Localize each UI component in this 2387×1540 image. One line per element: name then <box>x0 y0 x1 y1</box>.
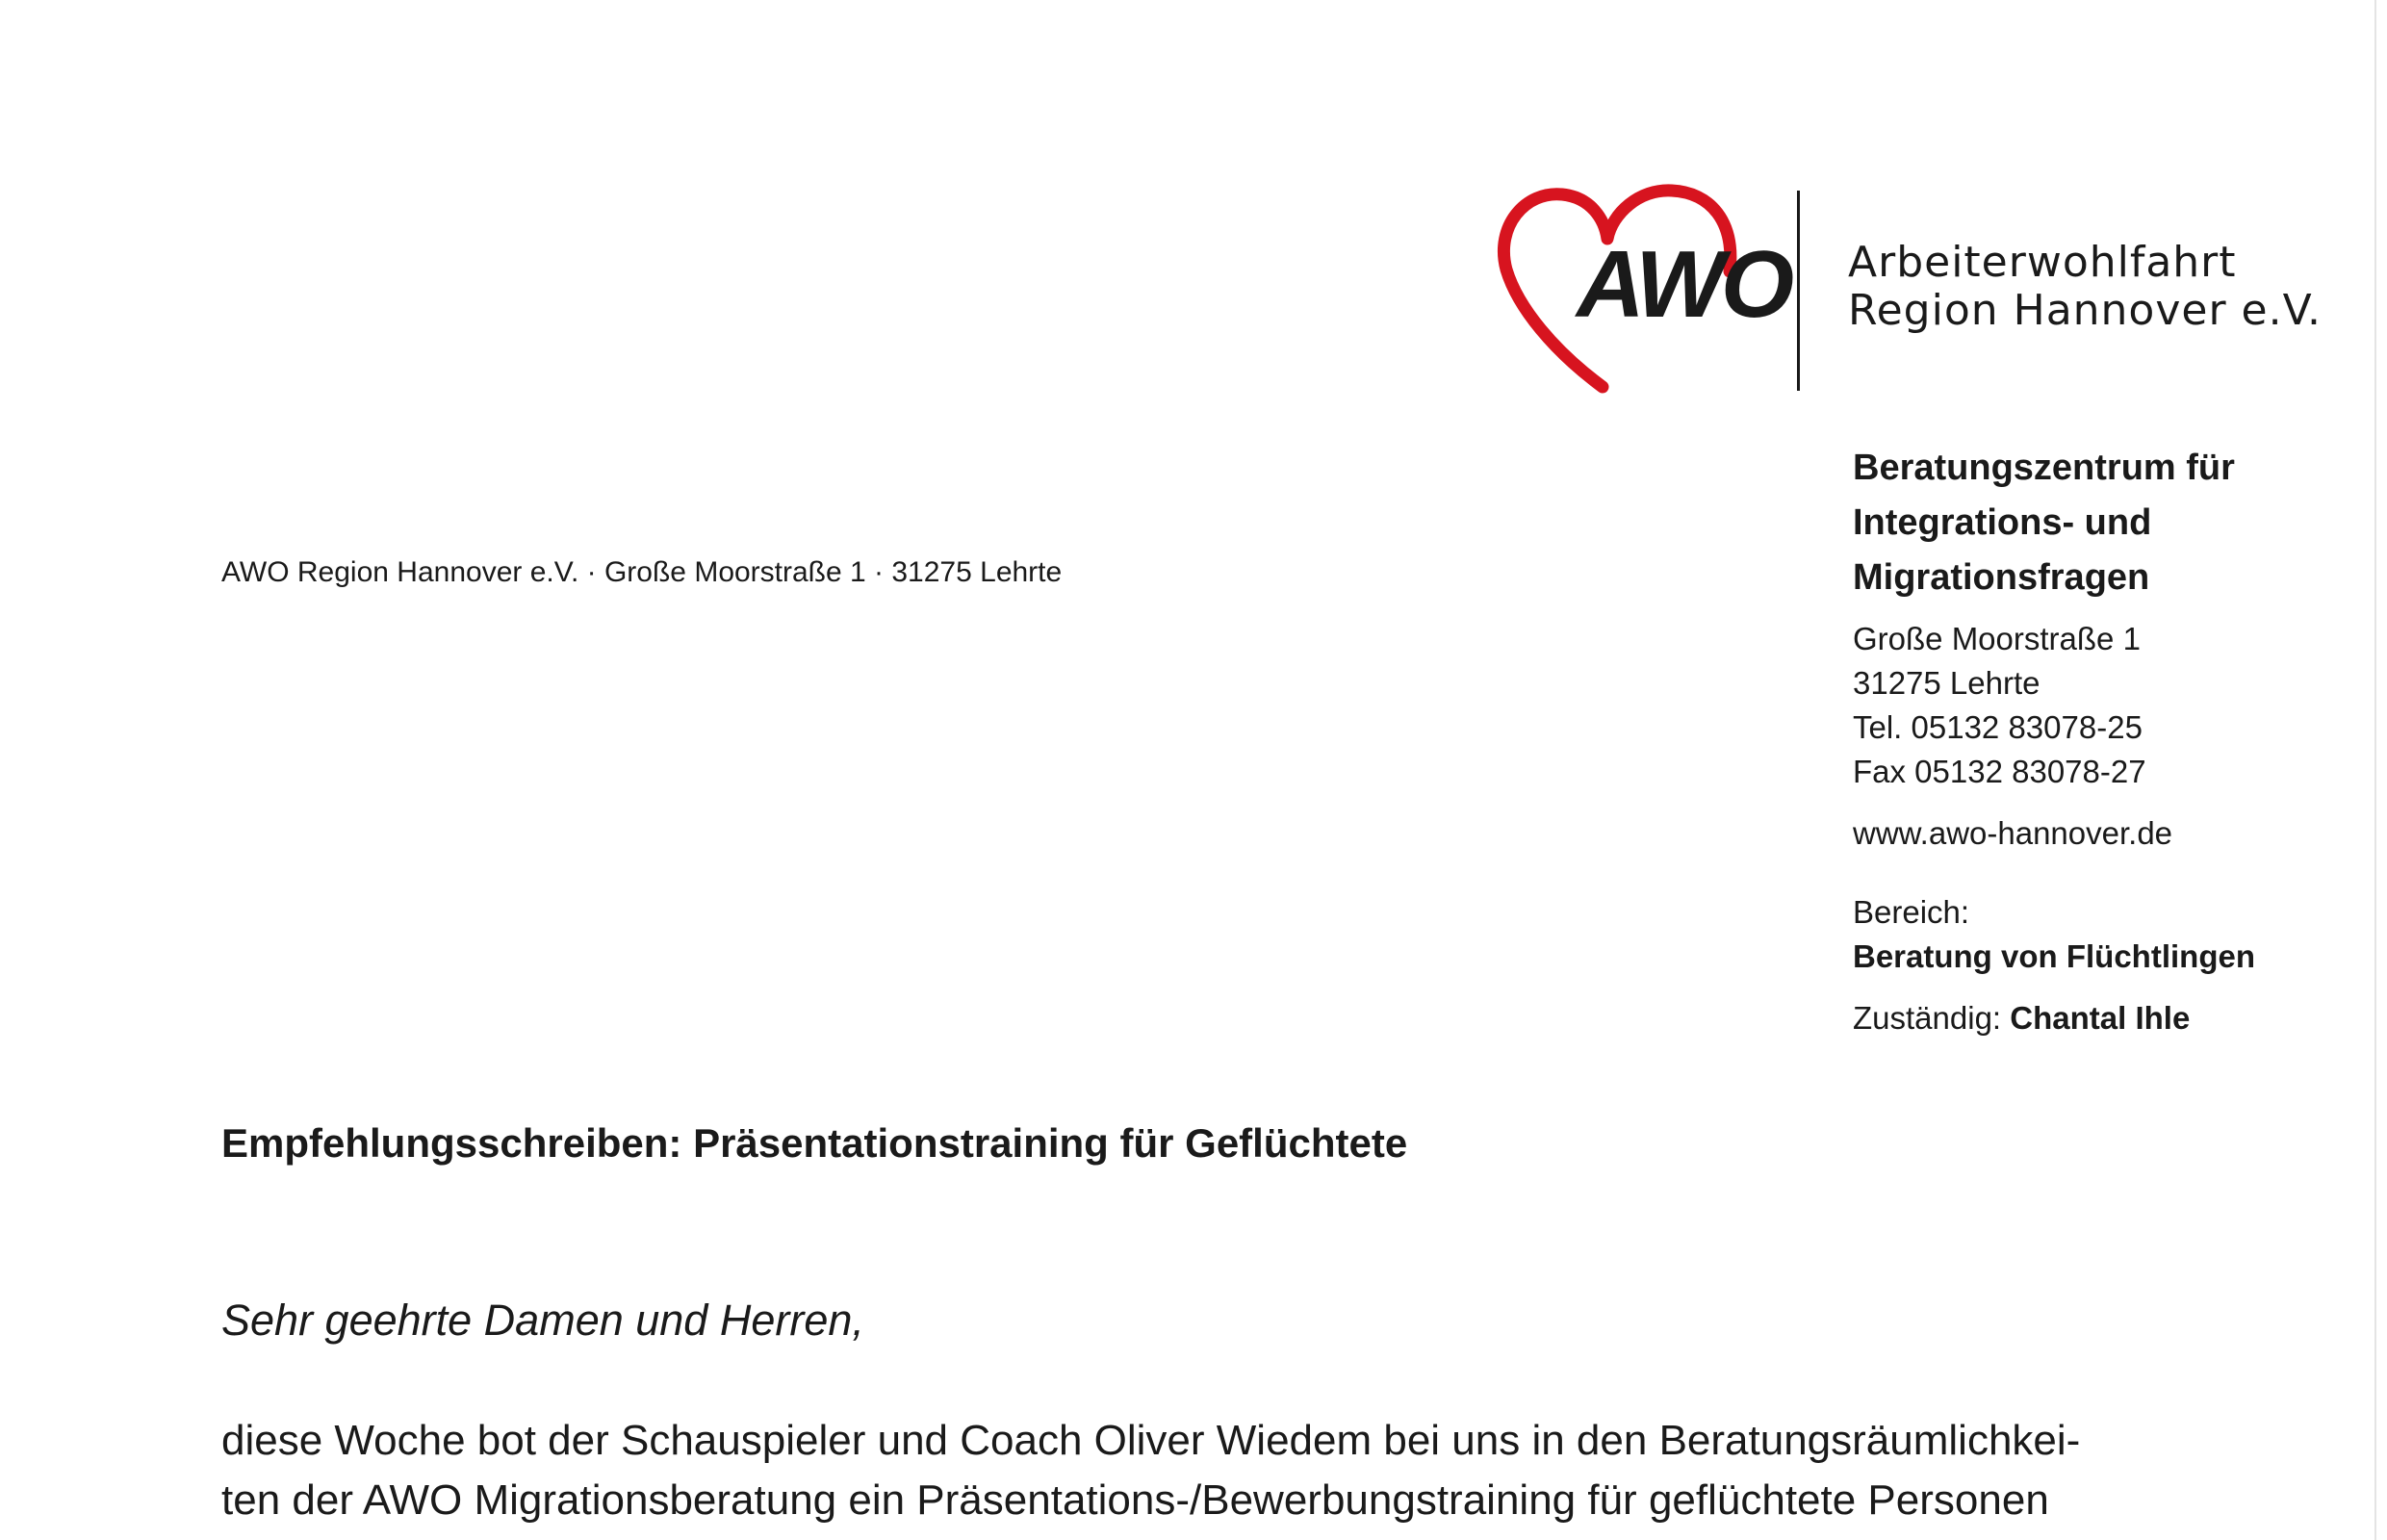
organization-name <box>1848 239 2322 335</box>
department-line: Beratungszentrum für <box>1853 448 2235 488</box>
return-address: AWO Region Hannover e.V. · Große Moorstraße 1 · 31275 Lehrte <box>221 556 1063 588</box>
sender-info <box>1853 441 2353 1040</box>
salutation: Sehr geehrte Damen und Herren, <box>221 1296 864 1345</box>
organization-name-line: Arbeiterwohlfahrt <box>1848 238 2237 287</box>
responsible-person <box>1853 996 2353 1040</box>
responsible-label: Zuständig: <box>1853 1000 2011 1036</box>
postal-city: 31275 Lehrte <box>1853 665 2040 701</box>
phone-number: Tel. 05132 83078-25 <box>1853 709 2143 745</box>
awo-wordmark: AWO <box>1577 231 1791 337</box>
awo-logo <box>1497 183 2324 404</box>
responsible-name: Chantal Ihle <box>2010 1000 2191 1036</box>
letter-body <box>221 1411 2166 1530</box>
organization-name-line: Region Hannover e.V. <box>1848 286 2323 335</box>
contact-block <box>1853 617 2353 794</box>
street-address: Große Moorstraße 1 <box>1853 621 2141 656</box>
logo-divider <box>1797 191 1800 391</box>
department-line: Migrationsfragen <box>1853 557 2150 598</box>
fax-number: Fax 05132 83078-27 <box>1853 754 2146 789</box>
area-label: Bereich: <box>1853 894 1970 930</box>
body-line: diese Woche bot der Schauspieler und Coach Oliver Wiedem bei uns in den Beratungsräumlichkei- <box>221 1417 2081 1464</box>
website: www.awo-hannover.de <box>1853 815 2173 851</box>
department-line: Integrations- und <box>1853 502 2152 543</box>
body-line: ten der AWO Migrationsberatung ein Präsentations-/Bewerbungstraining für geflüchtete Personen <box>221 1476 2049 1524</box>
letter-subject: Empfehlungsschreiben: Präsentationstraining für Geflüchtete <box>221 1120 1408 1166</box>
area-value: Beratung von Flüchtlingen <box>1853 938 2255 974</box>
department-name <box>1853 441 2353 605</box>
scan-edge <box>2374 0 2376 1540</box>
